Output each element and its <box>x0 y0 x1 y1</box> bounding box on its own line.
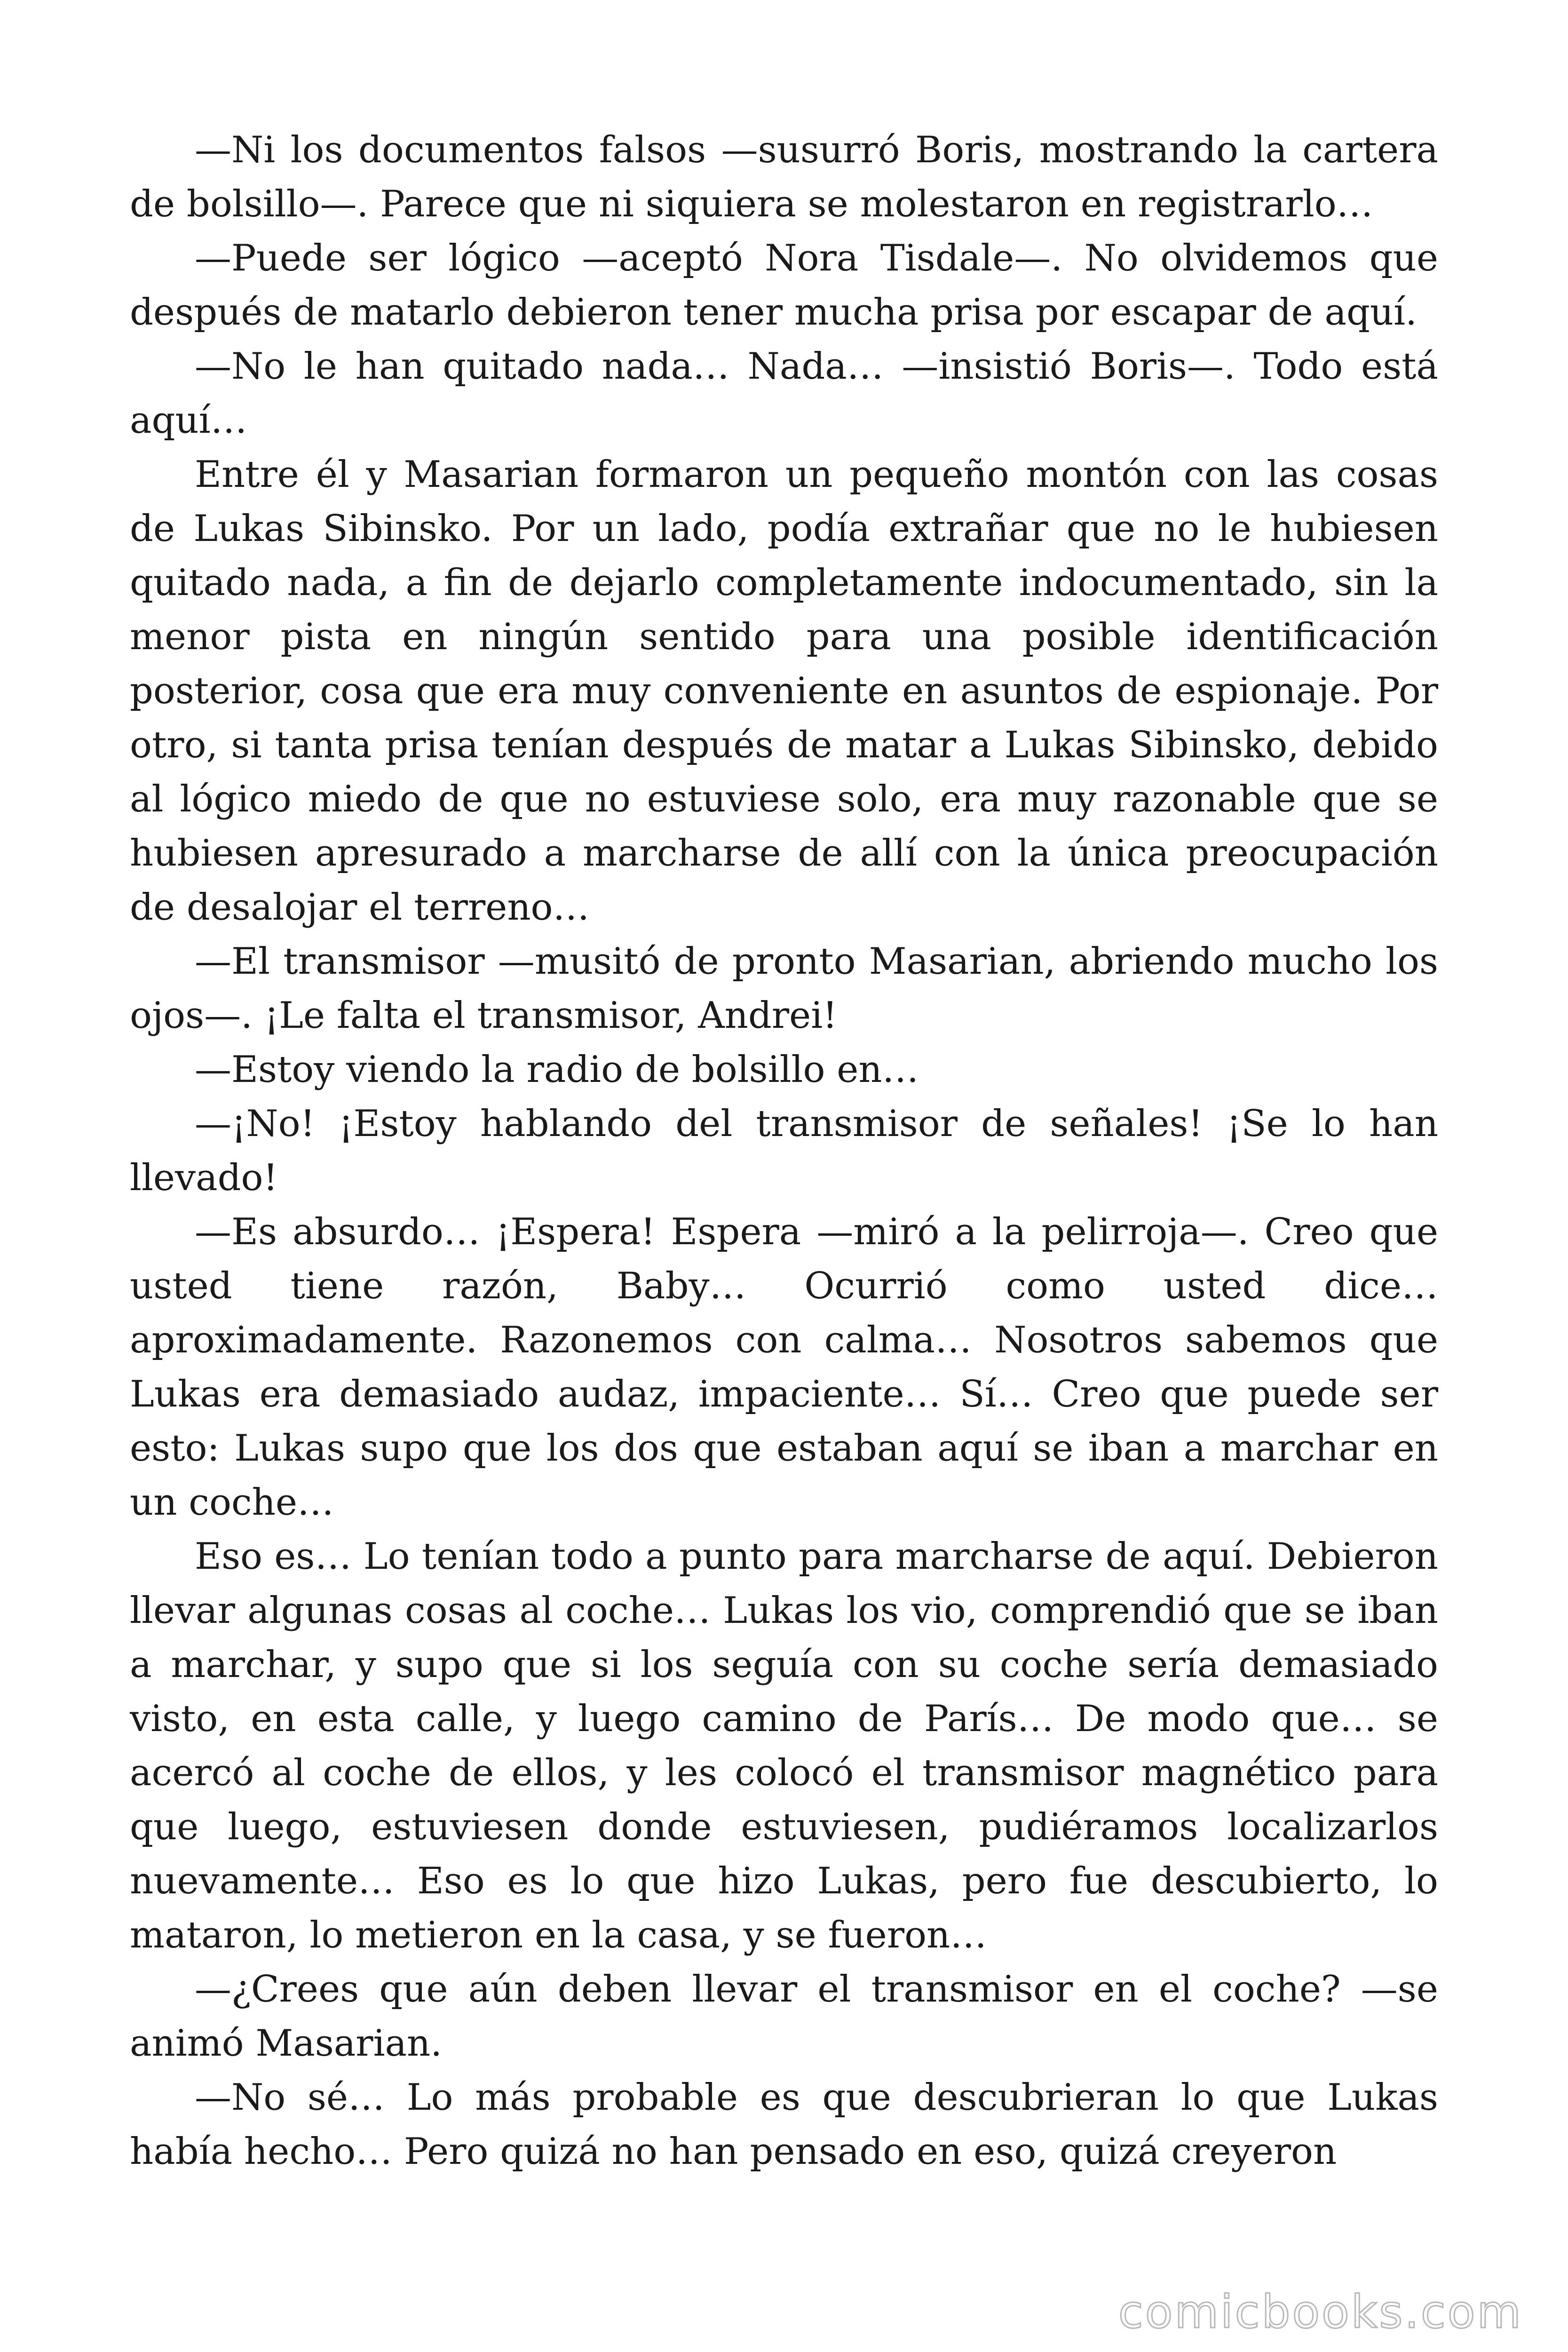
paragraph: —¿Crees que aún deben llevar el transmisor en el coche? —se animó Masarian. <box>130 1968 1438 2065</box>
paragraph: —No le han quitado nada… Nada… —insistió Boris—. Todo está aquí… <box>130 345 1438 442</box>
document-body <box>130 123 1438 2179</box>
paragraph: —Estoy viendo la radio de bolsillo en… <box>195 1049 919 1091</box>
paragraph: —Es absurdo… ¡Espera! Espera —miró a la pelirroja—. Creo que usted tiene razón, Baby… Ocurrió como usted dice… aproximadamente. Razonemos con calma… Nosotros sabemos que Lukas era demasiado audaz, impaciente… Sí… Creo que puede ser esto: Lukas supo que los dos que estaban aquí se iban a marchar en un coche… <box>130 1211 1438 1524</box>
paragraph: Entre él y Masarian formaron un pequeño montón con las cosas de Lukas Sibinsko. Por un lado, podía extrañar que no le hubiesen quitado nada, a fin de dejarlo completamente indocumentado, sin la menor pista en ningún sentido para una posible identificación posterior, cosa que era muy conveniente en asuntos de espionaje. Por otro, si tanta prisa tenían después de matar a Lukas Sibinsko, debido al lógico miedo de que no estuviese solo, era muy razonable que se hubiesen apresurado a marcharse de allí con la única preocupación de desalojar el terreno… <box>130 453 1438 929</box>
watermark: comicbooks.com <box>1118 2286 1523 2338</box>
paragraph: —El transmisor —musitó de pronto Masarian, abriendo mucho los ojos—. ¡Le falta el transmisor, Andrei! <box>130 940 1438 1037</box>
paragraph: —Puede ser lógico —aceptó Nora Tisdale—. No olvidemos que después de matarlo debieron tener mucha prisa por escapar de aquí. <box>130 237 1438 334</box>
paragraph: —Ni los documentos falsos —susurró Boris, mostrando la cartera de bolsillo—. Parece que ni siquiera se molestaron en registrarlo… <box>130 129 1438 225</box>
paragraph: —No sé… Lo más probable es que descubrieran lo que Lukas había hecho… Pero quizá no han pensado en eso, quizá creyeron <box>130 2076 1438 2173</box>
paragraph: —¡No! ¡Estoy hablando del transmisor de señales! ¡Se lo han llevado! <box>130 1103 1438 1199</box>
paragraph: Eso es… Lo tenían todo a punto para marcharse de aquí. Debieron llevar algunas cosas al coche… Lukas los vio, comprendió que se iban a marchar, y supo que si los seguía con su coche sería demasiado visto, en esta calle, y luego camino de París… De modo que… se acercó al coche de ellos, y les colocó el transmisor magnético para que luego, estuviesen donde estuviesen, pudiéramos localizarlos nuevamente… Eso es lo que hizo Lukas, pero fue descubierto, lo mataron, lo metieron en la casa, y se fueron… <box>130 1535 1438 1956</box>
